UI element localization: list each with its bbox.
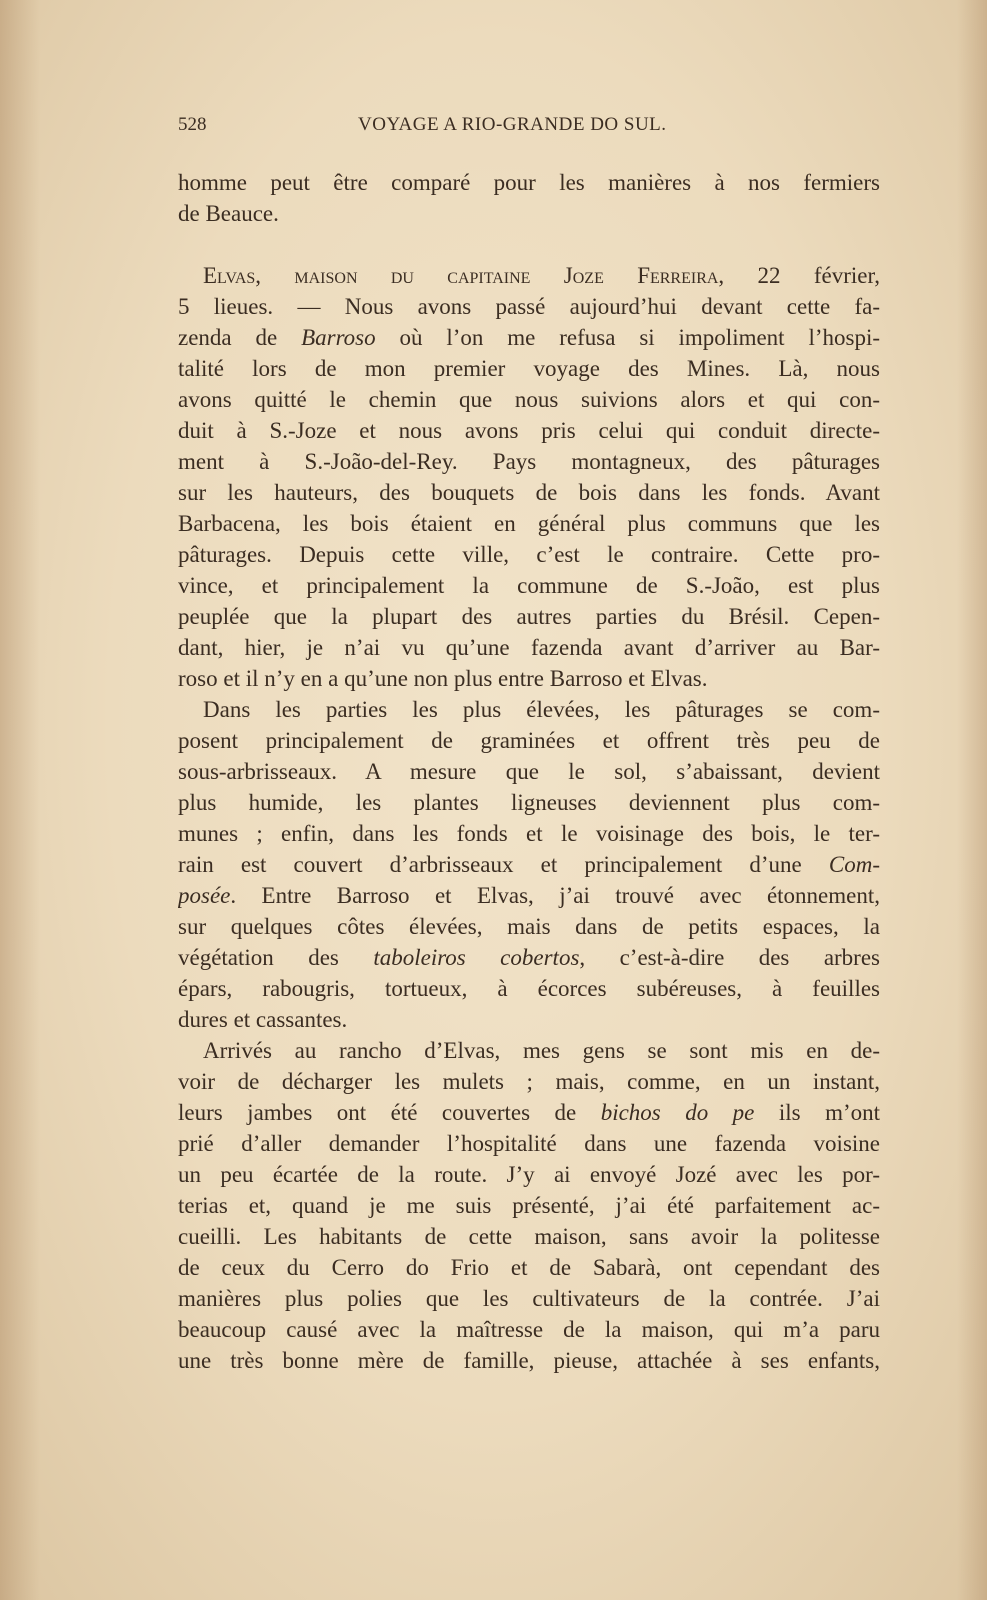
text-segment: pâturages. Depuis cette ville, c’est le contraire. Cette pro- [178,542,880,567]
text-segment: de ceux du Cerro do Frio et de Sabarà, ont cependant des [178,1255,880,1280]
text-segment: homme peut être comparé pour les manières à nos fermiers [178,170,880,195]
text-segment: Barbacena, les bois étaient en général plus communs que les [178,511,880,536]
page-number: 528 [178,114,207,135]
text-line [178,942,880,973]
text-segment: de Beauce. [178,201,279,226]
text-segment: Arrivés au rancho d’Elvas, mes gens se sont mis en de- [203,1038,880,1063]
text-segment: dures et cassantes. [178,1007,348,1032]
text-line [178,415,880,446]
text-line [178,849,880,880]
page-edge-shadow-right [957,0,987,1600]
text-line [178,632,880,663]
text-line [178,663,880,694]
text-line [178,601,880,632]
text-segment: ils m’ont [754,1100,880,1125]
italic-text: Barroso [301,325,376,350]
text-line [178,1314,880,1345]
text-line [178,508,880,539]
italic-text: taboleiros cobertos [373,945,580,970]
text-segment: . Entre Barroso et Elvas, j’ai trouvé avec étonnement, [230,883,880,908]
italic-text: Com- [828,852,880,877]
text-line [178,167,880,198]
text-line [178,911,880,942]
text-line [178,1066,880,1097]
text-segment: terias et, quand je me suis présenté, j’ai été parfaitement ac- [178,1193,880,1218]
text-line [178,1035,880,1066]
text-segment: rain est couvert d’arbrisseaux et principalement d’une [178,852,829,877]
text-segment: talité lors de mon premier voyage des Mines. Là, nous [178,356,880,381]
text-line [178,539,880,570]
text-segment: manières plus polies que les cultivateurs de la contrée. J’ai [178,1286,880,1311]
text-line [178,291,880,322]
text-line [178,1345,880,1376]
text-line [178,1252,880,1283]
text-line [178,384,880,415]
text-line [178,322,880,353]
text-line [178,198,880,229]
text-line [178,1097,880,1128]
text-segment: Dans les parties les plus élevées, les pâturages se com- [203,697,880,722]
text-line [178,446,880,477]
body-text [178,167,880,1376]
text-line [178,973,880,1004]
page-edge-shadow-left [0,0,40,1600]
text-segment: duit à S.-Joze et nous avons pris celui qui conduit directe- [178,418,880,443]
text-line [178,880,880,911]
text-segment: avons quitté le chemin que nous suivions alors et qui con- [178,387,880,412]
text-line [178,1159,880,1190]
text-segment: 22 février, [724,263,880,288]
text-segment: épars, rabougris, tortueux, à écorces subéreuses, à feuilles [178,976,880,1001]
text-line [178,570,880,601]
text-segment: où l’on me refusa si impoliment l’hospi- [375,325,880,350]
text-line [178,787,880,818]
running-title: VOYAGE A RIO-GRANDE DO SUL. [358,114,667,135]
text-segment: posent principalement de graminées et offrent très peu de [178,728,880,753]
text-segment: végétation des [178,945,374,970]
text-segment: sur les hauteurs, des bouquets de bois dans les fonds. Avant [178,480,880,505]
text-line [178,1004,880,1035]
page-header [178,114,880,140]
text-segment: ment à S.-João-del-Rey. Pays montagneux, des pâturages [178,449,880,474]
text-segment: roso et il n’y en a qu’une non plus entre Barroso et Elvas. [178,666,708,691]
text-segment: peuplée que la plupart des autres parties du Brésil. Cepen- [178,604,880,629]
text-segment: voir de décharger les mulets ; mais, comme, en un instant, [178,1069,880,1094]
text-line [178,1128,880,1159]
text-line [178,694,880,725]
italic-text: posée [178,883,231,908]
text-segment: une très bonne mère de famille, pieuse, attachée à ses enfants, [178,1348,880,1373]
text-segment: plus humide, les plantes ligneuses deviennent plus com- [178,790,880,815]
text-segment: vince, et principalement la commune de S.-João, est plus [178,573,880,598]
text-line [178,725,880,756]
text-line [178,1190,880,1221]
text-segment: sous-arbrisseaux. A mesure que le sol, s’abaissant, devient [178,759,880,784]
text-segment: munes ; enfin, dans les fonds et le voisinage des bois, le ter- [178,821,880,846]
text-segment: cueilli. Les habitants de cette maison, sans avoir la politesse [178,1224,880,1249]
text-line [178,260,880,291]
text-line [178,477,880,508]
text-segment: beaucoup causé avec la maîtresse de la maison, qui m’a paru [178,1317,880,1342]
text-segment: zenda de [178,325,302,350]
text-line [178,1283,880,1314]
text-segment: sur quelques côtes élevées, mais dans de petits espaces, la [178,914,880,939]
text-line [178,756,880,787]
blank-line [178,229,880,260]
small-caps-heading: Elvas, maison du capitaine Joze Ferreira, [203,263,725,288]
text-line [178,818,880,849]
text-segment: , c’est-à-dire des arbres [579,945,880,970]
text-line [178,353,880,384]
text-segment: un peu écartée de la route. J’y ai envoyé Jozé avec les por- [178,1162,880,1187]
italic-text: bichos do pe [600,1100,755,1125]
text-segment: prié d’aller demander l’hospitalité dans une fazenda voisine [178,1131,880,1156]
text-segment: leurs jambes ont été couvertes de [178,1100,601,1125]
text-line [178,1221,880,1252]
text-segment: 5 lieues. — Nous avons passé aujourd’hui devant cette fa- [178,294,880,319]
text-segment: dant, hier, je n’ai vu qu’une fazenda avant d’arriver au Bar- [178,635,880,660]
